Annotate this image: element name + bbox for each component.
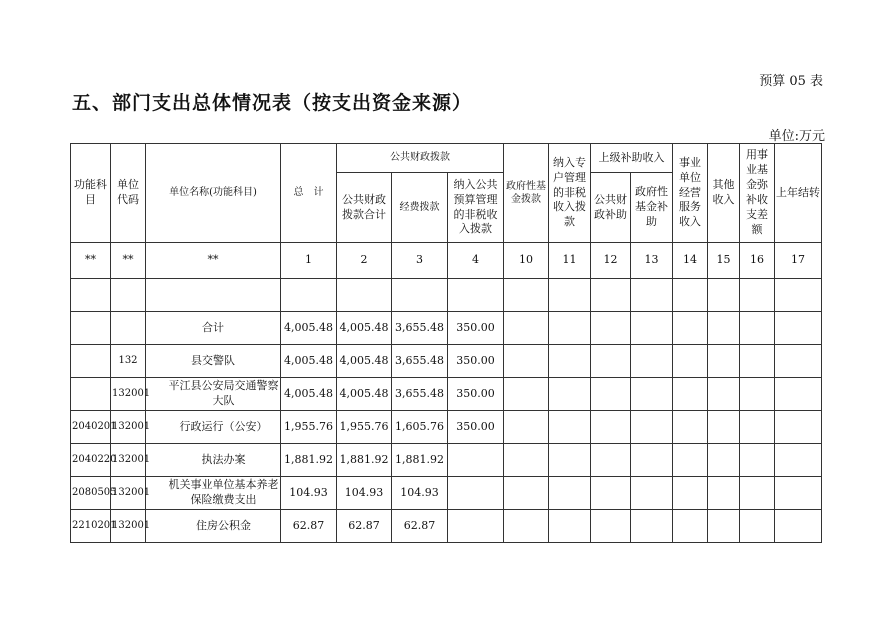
col-public-finance: 公共财政拨款 (337, 144, 504, 173)
empty-cell (549, 510, 591, 543)
empty-cell (775, 510, 822, 543)
index-cell: 1 (281, 243, 337, 279)
empty-cell (591, 411, 631, 444)
index-cell: ** (111, 243, 146, 279)
col-public-finance-subsidy: 公共财政补助 (591, 173, 631, 243)
index-row (71, 243, 822, 279)
empty-cell (708, 477, 740, 510)
empty-cell (504, 378, 549, 411)
col-func-subject: 功能科目 (71, 144, 111, 243)
empty-cell (740, 510, 775, 543)
empty-cell (504, 312, 549, 345)
empty-cell (631, 444, 673, 477)
empty-cell (504, 444, 549, 477)
operating-cell: 3,655.48 (392, 345, 448, 378)
total-cell: 62.87 (281, 510, 337, 543)
empty-cell (549, 411, 591, 444)
empty-cell (631, 411, 673, 444)
col-special-nontax: 纳入专户管理的非税收入拨款 (549, 144, 591, 243)
empty-cell (775, 444, 822, 477)
col-prev-carryover: 上年结转 (775, 144, 822, 243)
table-row (71, 411, 822, 444)
col-unit-code: 单位代码 (111, 144, 146, 243)
unit-name-cell: 合计 (146, 312, 281, 345)
table-body (71, 312, 822, 543)
empty-cell (673, 378, 708, 411)
empty-cell (775, 312, 822, 345)
empty-cell (549, 345, 591, 378)
col-business-income: 事业单位经营服务收入 (673, 144, 708, 243)
empty-cell (708, 510, 740, 543)
unit-name-cell: 住房公积金 (146, 510, 281, 543)
table-row (71, 378, 822, 411)
pf-total-cell: 62.87 (337, 510, 392, 543)
operating-cell: 3,655.48 (392, 312, 448, 345)
col-public-finance-total: 公共财政拨款合计 (337, 173, 392, 243)
unit-name-cell: 行政运行（公安） (146, 411, 281, 444)
empty-cell (504, 345, 549, 378)
unit-code-cell (111, 312, 146, 345)
table-row (71, 477, 822, 510)
empty-cell (504, 411, 549, 444)
func-code-cell (71, 345, 111, 378)
pf-total-cell: 4,005.48 (337, 378, 392, 411)
empty-cell (775, 411, 822, 444)
func-code-cell: 2040220 (71, 444, 111, 477)
index-cell: 13 (631, 243, 673, 279)
empty-cell (708, 444, 740, 477)
func-code-cell (71, 312, 111, 345)
table-row (71, 444, 822, 477)
empty-cell (673, 477, 708, 510)
func-code-cell (71, 378, 111, 411)
nontax-cell: 350.00 (448, 378, 504, 411)
col-fund-balance: 用事业基金弥补收支差额 (740, 144, 775, 243)
index-cell: 2 (337, 243, 392, 279)
col-unit-name: 单位名称(功能科目) (146, 144, 281, 243)
nontax-cell (448, 444, 504, 477)
expenditure-table (70, 143, 822, 543)
total-cell: 4,005.48 (281, 312, 337, 345)
total-cell: 1,955.76 (281, 411, 337, 444)
operating-cell: 62.87 (392, 510, 448, 543)
empty-cell (591, 378, 631, 411)
empty-cell (549, 477, 591, 510)
empty-cell (775, 345, 822, 378)
page-title: 五、部门支出总体情况表（按支出资金来源） (72, 92, 473, 114)
unit-code-cell: 132 (111, 345, 146, 378)
func-code-cell: 2210201 (71, 510, 111, 543)
nontax-cell: 350.00 (448, 411, 504, 444)
spacer-row (71, 279, 822, 312)
empty-cell (775, 477, 822, 510)
empty-cell (708, 345, 740, 378)
total-cell: 4,005.48 (281, 345, 337, 378)
empty-cell (549, 378, 591, 411)
total-cell: 104.93 (281, 477, 337, 510)
index-cell: 14 (673, 243, 708, 279)
index-cell: 15 (708, 243, 740, 279)
col-gov-fund-subsidy: 政府性基金补助 (631, 173, 673, 243)
index-cell: 16 (740, 243, 775, 279)
total-cell: 4,005.48 (281, 378, 337, 411)
empty-cell (549, 312, 591, 345)
empty-cell (631, 345, 673, 378)
index-cell: 4 (448, 243, 504, 279)
empty-cell (673, 312, 708, 345)
pf-total-cell: 1,881.92 (337, 444, 392, 477)
index-cell: 12 (591, 243, 631, 279)
func-code-cell: 2080505 (71, 477, 111, 510)
empty-cell (740, 378, 775, 411)
unit-code-cell: 132001 (111, 444, 146, 477)
pf-total-cell: 4,005.48 (337, 312, 392, 345)
empty-cell (673, 345, 708, 378)
empty-cell (775, 378, 822, 411)
empty-cell (673, 411, 708, 444)
empty-cell (631, 510, 673, 543)
func-code-cell: 2040201 (71, 411, 111, 444)
col-other-income: 其他收入 (708, 144, 740, 243)
form-number: 预算 05 表 (759, 74, 823, 89)
pf-total-cell: 104.93 (337, 477, 392, 510)
empty-cell (591, 510, 631, 543)
empty-cell (631, 378, 673, 411)
empty-cell (591, 444, 631, 477)
empty-cell (591, 345, 631, 378)
index-cell: 3 (392, 243, 448, 279)
empty-cell (708, 411, 740, 444)
empty-cell (708, 312, 740, 345)
pf-total-cell: 4,005.48 (337, 345, 392, 378)
unit-code-cell: 132001 (111, 477, 146, 510)
empty-cell (591, 477, 631, 510)
operating-cell: 3,655.48 (392, 378, 448, 411)
table-row (71, 510, 822, 543)
total-cell: 1,881.92 (281, 444, 337, 477)
empty-cell (740, 477, 775, 510)
unit-code-cell: 132001 (111, 411, 146, 444)
nontax-cell (448, 510, 504, 543)
index-cell: 10 (504, 243, 549, 279)
operating-cell: 104.93 (392, 477, 448, 510)
table-row (71, 312, 822, 345)
empty-cell (740, 312, 775, 345)
empty-cell (708, 378, 740, 411)
empty-cell (673, 510, 708, 543)
empty-cell (631, 477, 673, 510)
index-cell: ** (146, 243, 281, 279)
col-total: 总 计 (281, 144, 337, 243)
unit-name-cell: 执法办案 (146, 444, 281, 477)
empty-cell (740, 411, 775, 444)
table-row (71, 345, 822, 378)
index-cell: ** (71, 243, 111, 279)
empty-cell (504, 510, 549, 543)
nontax-cell (448, 477, 504, 510)
empty-cell (591, 312, 631, 345)
col-operating-funds: 经费拨款 (392, 173, 448, 243)
nontax-cell: 350.00 (448, 345, 504, 378)
empty-cell (549, 444, 591, 477)
operating-cell: 1,605.76 (392, 411, 448, 444)
empty-cell (673, 444, 708, 477)
unit-name-cell: 县交警队 (146, 345, 281, 378)
empty-cell (740, 345, 775, 378)
unit-label: 单位:万元 (768, 129, 825, 144)
col-superior-subsidy: 上级补助收入 (591, 144, 673, 173)
index-cell: 17 (775, 243, 822, 279)
pf-total-cell: 1,955.76 (337, 411, 392, 444)
unit-code-cell: 132001 (111, 378, 146, 411)
index-cell: 11 (549, 243, 591, 279)
unit-name-cell: 机关事业单位基本养老保险缴费支出 (146, 477, 281, 510)
nontax-cell: 350.00 (448, 312, 504, 345)
unit-name-cell: 平江县公安局交通警察大队 (146, 378, 281, 411)
operating-cell: 1,881.92 (392, 444, 448, 477)
col-gov-fund: 政府性基金拨款 (504, 144, 549, 243)
empty-cell (504, 477, 549, 510)
empty-cell (740, 444, 775, 477)
col-nontax-budget: 纳入公共预算管理的非税收入拨款 (448, 173, 504, 243)
unit-code-cell: 132001 (111, 510, 146, 543)
empty-cell (631, 312, 673, 345)
